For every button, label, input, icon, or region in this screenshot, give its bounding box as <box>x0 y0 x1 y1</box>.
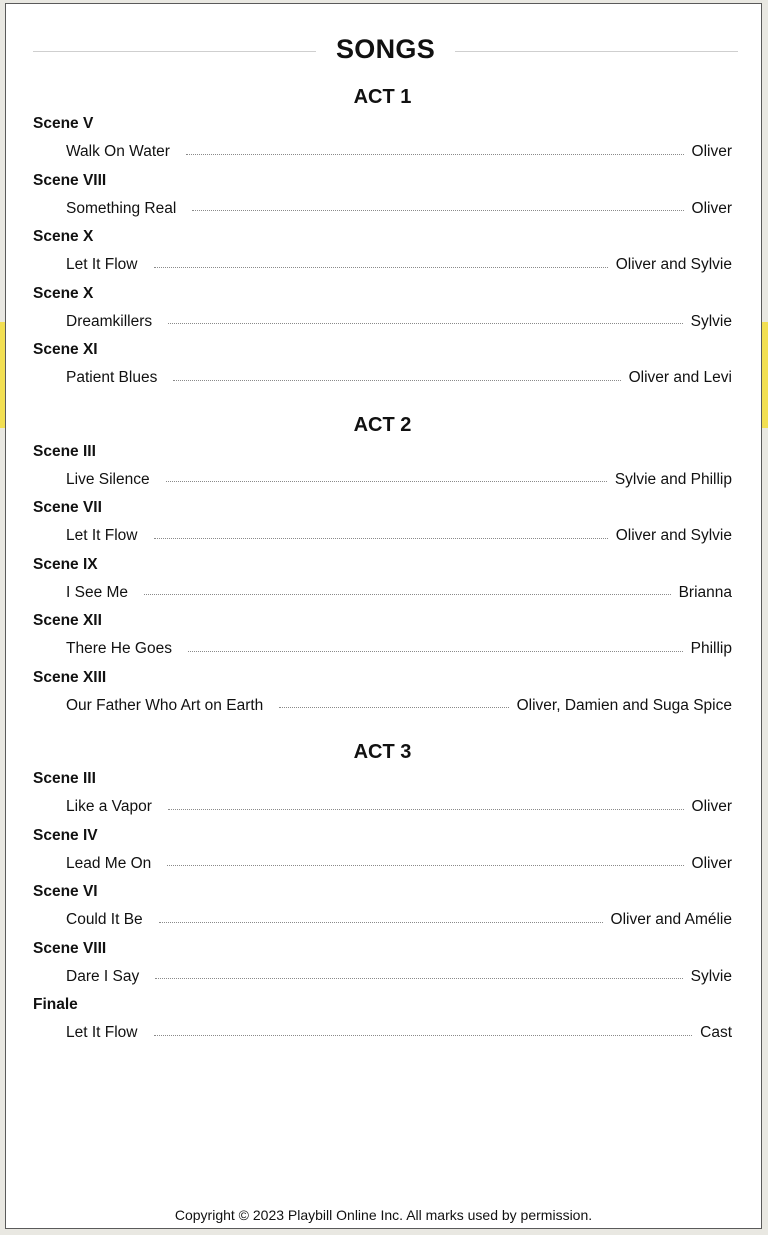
scene-label: Scene VIII <box>33 939 107 957</box>
dotted-leader <box>166 481 607 482</box>
scene-block <box>33 935 732 992</box>
act-title: ACT 2 <box>353 413 412 436</box>
song-performer: Oliver and Sylvie <box>615 527 732 545</box>
dotted-leader <box>279 707 508 708</box>
song-title: Like a Vapor <box>66 798 152 816</box>
song-performer: Sylvie <box>690 312 732 330</box>
scene-label: Scene XI <box>33 341 98 358</box>
scene-block <box>33 438 732 495</box>
dotted-leader <box>168 323 683 324</box>
scene-block <box>33 765 732 822</box>
scene-block <box>33 822 732 879</box>
song-row <box>33 579 732 608</box>
scene-label: Scene X <box>33 228 94 245</box>
scene-block <box>33 878 732 935</box>
scene-label: Scene IV <box>33 826 98 844</box>
scene-block <box>33 280 732 337</box>
song-title: Patient Blues <box>66 369 158 387</box>
song-performer: Oliver <box>691 143 732 161</box>
dotted-leader <box>154 1035 693 1036</box>
song-performer: Oliver and Levi <box>628 369 732 387</box>
song-row <box>33 308 732 337</box>
song-title: Let It Flow <box>66 1024 138 1042</box>
copyright-notice: Copyright © 2023 Playbill Online Inc. All marks used by permission. <box>174 1207 593 1223</box>
scene-label: Scene VI <box>33 883 98 900</box>
song-title: Let It Flow <box>66 256 138 274</box>
song-row <box>33 906 732 935</box>
scene-block <box>33 336 732 393</box>
header-rule-right <box>455 51 738 52</box>
act-1 <box>33 84 732 393</box>
scene-block <box>33 551 732 608</box>
song-title: Something Real <box>66 199 177 217</box>
song-row <box>33 466 732 495</box>
song-performer: Sylvie <box>690 967 732 985</box>
scene-label: Scene X <box>33 284 94 302</box>
program-page <box>5 3 762 1229</box>
dotted-leader <box>186 154 684 155</box>
song-row <box>33 251 732 280</box>
song-row <box>33 1019 732 1048</box>
scene-block <box>33 991 732 1048</box>
song-performer: Oliver <box>691 854 732 872</box>
dotted-leader <box>159 922 603 923</box>
song-performer: Oliver and Sylvie <box>615 256 732 274</box>
song-title: I See Me <box>66 583 129 601</box>
scene-label: Scene VIII <box>33 171 107 189</box>
song-title: Our Father Who Art on Earth <box>66 696 264 714</box>
scene-block <box>33 494 732 551</box>
dotted-leader <box>155 978 682 979</box>
act-title: ACT 1 <box>353 86 412 108</box>
song-title: Lead Me On <box>66 854 152 872</box>
song-title: Dreamkillers <box>66 312 153 330</box>
song-list <box>33 84 732 1048</box>
song-row <box>33 195 732 224</box>
song-row <box>33 138 732 167</box>
song-title: There He Goes <box>66 640 172 658</box>
side-strip-right <box>762 322 768 428</box>
scene-label: Scene V <box>33 115 94 132</box>
page-title: SONGS <box>335 34 436 64</box>
dotted-leader <box>168 809 684 810</box>
song-title: Could It Be <box>66 911 143 929</box>
song-row <box>33 364 732 393</box>
song-performer: Oliver, Damien and Suga Spice <box>516 696 732 714</box>
act-title: ACT 3 <box>353 741 412 763</box>
scene-label: Scene XIII <box>33 668 107 686</box>
scene-block <box>33 110 732 167</box>
song-performer: Cast <box>700 1024 732 1042</box>
song-title: Walk On Water <box>66 143 170 161</box>
song-performer: Oliver <box>691 798 732 816</box>
song-performer: Sylvie and Phillip <box>614 470 732 488</box>
dotted-leader <box>154 538 608 539</box>
songs-header <box>33 34 738 70</box>
scene-block <box>33 167 732 224</box>
dotted-leader <box>154 267 608 268</box>
song-title: Dare I Say <box>66 967 140 985</box>
song-row <box>33 793 732 822</box>
scene-label: Scene XII <box>33 612 102 629</box>
song-row <box>33 692 732 721</box>
dotted-leader <box>188 651 683 652</box>
scene-label: Scene IX <box>33 555 98 573</box>
scene-block <box>33 607 732 664</box>
song-row <box>33 635 732 664</box>
song-title: Let It Flow <box>66 527 138 545</box>
song-row <box>33 850 732 879</box>
scene-label: Scene III <box>33 442 96 460</box>
scene-label: Finale <box>33 996 78 1013</box>
dotted-leader <box>144 594 671 595</box>
song-performer: Brianna <box>678 583 732 601</box>
song-row <box>33 963 732 992</box>
song-performer: Oliver <box>691 199 732 217</box>
song-performer: Phillip <box>690 640 732 658</box>
scene-label: Scene VII <box>33 499 102 516</box>
dotted-leader <box>173 380 620 381</box>
dotted-leader <box>192 210 683 211</box>
dotted-leader <box>167 865 683 866</box>
act-2 <box>33 412 732 721</box>
song-performer: Oliver and Amélie <box>610 911 732 929</box>
song-title: Live Silence <box>66 470 150 488</box>
scene-block <box>33 223 732 280</box>
song-row <box>33 522 732 551</box>
scene-label: Scene III <box>33 770 96 787</box>
scene-block <box>33 664 732 721</box>
act-3 <box>33 739 732 1048</box>
